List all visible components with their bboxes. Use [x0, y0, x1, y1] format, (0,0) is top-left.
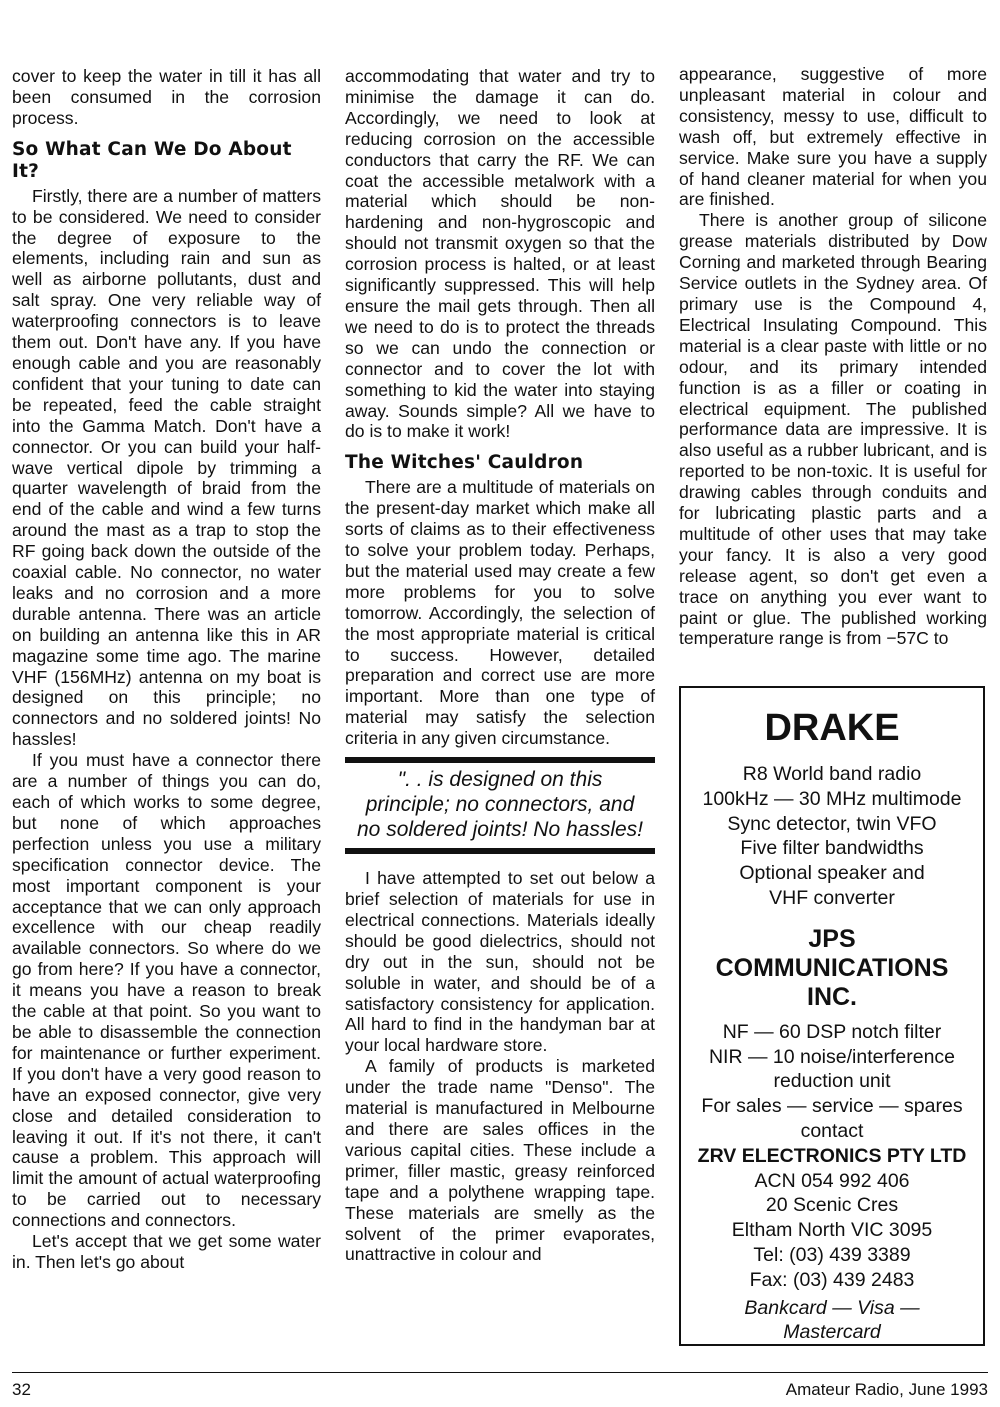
- paragraph: Firstly, there are a number of matters to be considered. We need to consider the degree of exposure to the elements, including rain and sun as well as airborne pollutants, dust and salt spray. One very reliable way of waterproofing connectors is to leave them out. Don't have any. If you have enough cable and you are reasonably confident that your tuning to date can be repeated, feed the cable straight into the Gamma Match. Don't have a connector. Or you can build your half-wave vertical dipole by trimming a quarter wavelength of braid from the end of the cable and wind a few turns around the mast as a trap to stop the RF going back down the outside of the coaxial cable. No connector, no water leaks and no corrosion and a more durable antenna. There was an article on building an antenna like this in AR magazine some time ago. The marine VHF (156MHz) antenna on my boat is designed on this principle; no connectors and no soldered joints! No hassles!: [12, 185, 321, 750]
- section-heading: The Witches' Cauldron: [345, 452, 584, 474]
- paragraph: There are a multitude of materials on the present-day market which make all sorts of claims as to their effectiveness to solve your problem today. Perhaps, but the material used may create a few more problems for you to solve tomorrow. Accordingly, the selection of the most appropriate material is critical to success. However, detailed preparation and correct use are more important. More than one type of material may satisfy the selection criteria in any given circumstance.: [345, 477, 655, 749]
- ad-line: R8 World band radio: [742, 763, 922, 785]
- pull-quote-rule-bottom: [345, 848, 655, 854]
- ad-line: Optional speaker and: [739, 862, 925, 885]
- ad-line: reduction unit: [773, 1070, 891, 1093]
- ad-line: 100kHz — 30 MHz multimode: [702, 787, 962, 810]
- paragraph: A family of products is marketed under the trade name "Denso". The material is manufactured in Melbourne and there are sales offices in the various capital cities. These include a primer, filler mastic, greasy reinforced tape and a polythene wrapping tape. These materials are smelly as the solvent of the primer evaporates, unattractive in colour and: [345, 1056, 655, 1265]
- pull-quote-text: ". . is designed on this principle; no connectors, and no soldered joints! No hassles!: [357, 768, 643, 842]
- paragraph: Let's accept that we get some water in. Then let's go about: [12, 1231, 321, 1272]
- ad-dealer-line: Tel: (03) 439 3389: [753, 1243, 911, 1266]
- advertisement-box: [679, 686, 985, 1346]
- ad-manufacturer-line: INC.: [807, 982, 857, 1011]
- footer-rule: [12, 1372, 988, 1373]
- journal-title: Amateur Radio, June 1993: [785, 1380, 988, 1399]
- ad-line: NF — 60 DSP notch filter: [722, 1020, 942, 1043]
- page-number: 32: [12, 1380, 31, 1399]
- ad-line: contact: [800, 1119, 864, 1142]
- ad-line: For sales — service — spares: [701, 1095, 963, 1118]
- ad-line: Sync detector, twin VFO: [727, 812, 937, 835]
- ad-cards-line: Mastercard: [783, 1321, 881, 1344]
- ad-brand: DRAKE: [764, 707, 900, 749]
- paragraph: cover to keep the water in till it has all been consumed in the corrosion process.: [12, 66, 321, 128]
- ad-line: NIR — 10 noise/interference: [708, 1045, 956, 1068]
- paragraph: There is another group of silicone grease materials distributed by Dow Corning and marketed through Bearing Service outlets in the Sydney area. Of primary use is the Compound 4, Electrical Insulating Compound. This material is a clear paste with little or no odour, and its primary intended function is as a filler or coating in electrical equipment. The published performance data are impressive. It is also useful as a rubber lubricant, and is reported to be non-toxic. It is useful for drawing cables through conduits and for lubricating plastic parts and a multitude of other uses that may take your fancy. It is also a very good release agent, so don't get even a trace on anything you ever want to paint or glue. The published working temperature range is from −57C to: [679, 210, 987, 649]
- paragraph: appearance, suggestive of more unpleasant material in colour and consistency, messy to use, difficult to wash off, but extremely effective in service. Make sure you have a supply of hand cleaner material for when you are finished.: [679, 64, 987, 210]
- ad-manufacturer-line: COMMUNICATIONS: [715, 953, 949, 982]
- section-heading: So What Can We Do About It?: [12, 138, 292, 182]
- ad-dealer-line: Eltham North VIC 3095: [731, 1219, 933, 1242]
- ad-dealer-name: ZRV ELECTRONICS PTY LTD: [697, 1144, 967, 1167]
- ad-dealer-line: ACN 054 992 406: [754, 1169, 910, 1192]
- article-column-1: [12, 66, 321, 1273]
- paragraph: If you must have a connector there are a number of things you can do, each of which works to some degree, but none of which approaches perfection unless you use a military specification connector device. The most important component is your acceptance that we can only approach excellence with our cheap readily available connectors. So where do we go from here? If you have a connector, it means you have a reason to break the cable at that point. So you want to be able to disassemble the connection for maintenance or further experiment. If you don't have a very good reason to have an exposed connector, give very close and detailed consideration to leaving it out. If it's not there, it can't cause a problem. This approach will limit the amount of actual waterproofing to be carried out to necessary connections and connectors.: [12, 750, 321, 1231]
- pull-quote: [345, 757, 655, 854]
- article-column-2: [345, 66, 655, 1265]
- ad-dealer-line: Fax: (03) 439 2483: [749, 1268, 915, 1291]
- ad-manufacturer: [681, 925, 983, 1012]
- ad-dealer-line: 20 Scenic Cres: [765, 1194, 899, 1217]
- paragraph: accommodating that water and try to minimise the damage it can do. Accordingly, we need to look at reducing corrosion on the accessible conductors that carry the RF. We can coat the accessible metalwork with a material which should be non-hardening and non-hygroscopic and should not transmit oxygen so that the corrosion process is halted, or at least significantly suppressed. This will help ensure the mail gets through. Then all we need to do is to protect the threads so we can undo the connection or connector and to cover the lot with something to kid the water into staying away. Sounds simple? All we have to do is to make it work!: [345, 66, 655, 442]
- article-column-3: [679, 64, 987, 649]
- paragraph: I have attempted to set out below a brief selection of materials for use in electrical connections. Materials ideally should be good dielectrics, should not dry out in the sun, should not be soluble in water, and should be of a satisfactory consistency for application. All hard to find in the handyman bar at your local hardware store.: [345, 868, 655, 1056]
- ad-manufacturer-line: JPS: [808, 924, 856, 953]
- ad-cards-line: Bankcard — Visa —: [744, 1296, 920, 1319]
- ad-line: VHF converter: [769, 886, 895, 909]
- ad-line: Five filter bandwidths: [740, 837, 924, 860]
